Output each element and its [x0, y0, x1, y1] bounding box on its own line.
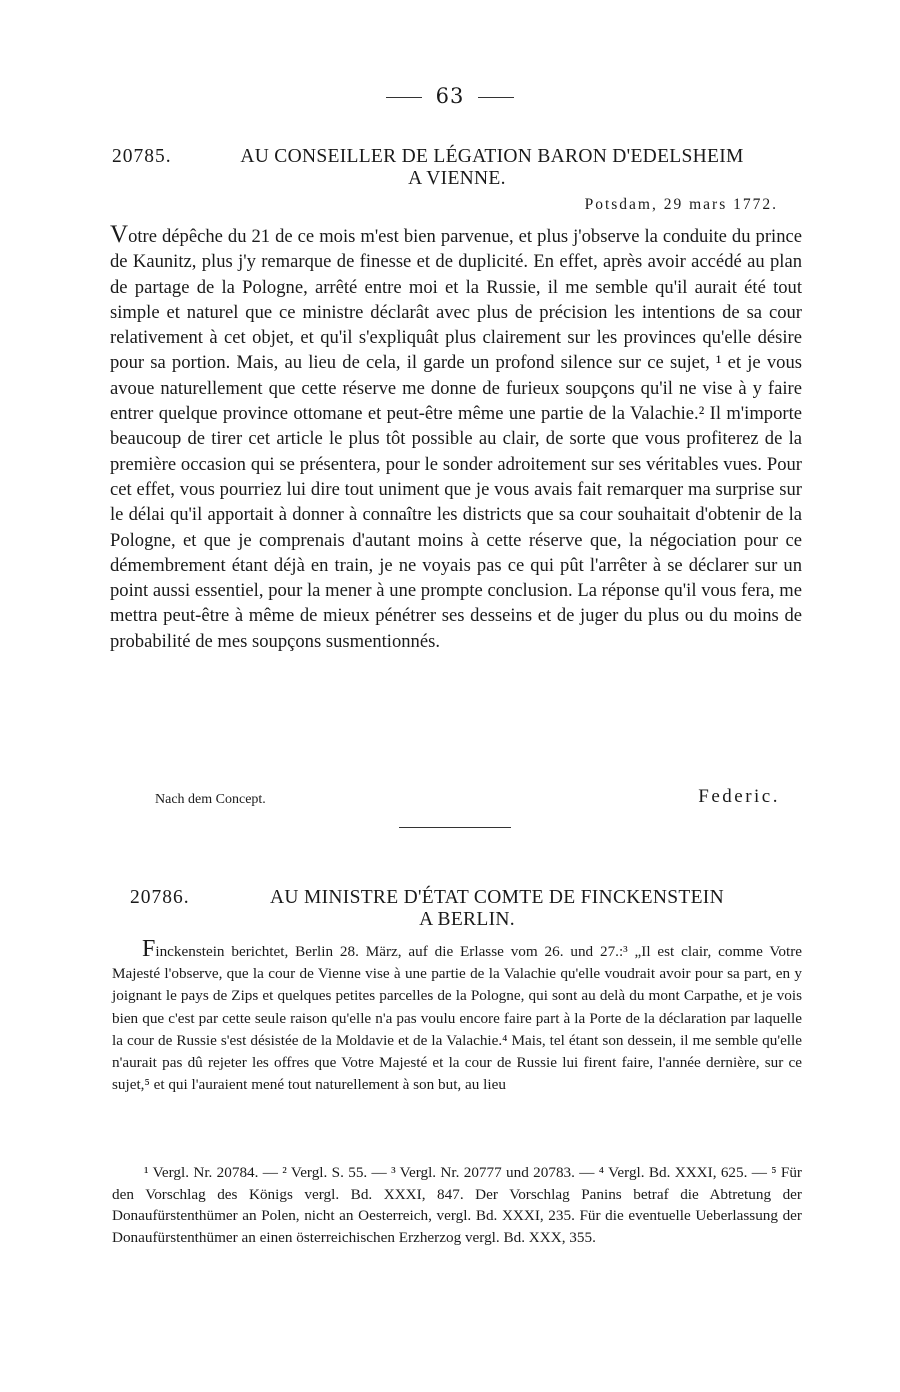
page-number [0, 84, 900, 108]
drop-initial: V [110, 221, 129, 248]
letter-number-2: 20786. [130, 887, 190, 908]
report-body [112, 938, 802, 1096]
letter-recipient-2-line1: AU MINISTRE D'ÉTAT COMTE DE FINCKENSTEIN [270, 887, 724, 908]
section-divider [399, 827, 511, 828]
letter-recipient-line2: A VIENNE. [408, 168, 506, 189]
letter-body [110, 222, 802, 654]
signature: Federic. [698, 786, 780, 807]
page-number-value: 63 [435, 84, 465, 108]
report-body-text: inckenstein berichtet, Berlin 28. März, auf die Erlasse vom 26. und 27.:³ „Il est clair, comme Votre Majesté l'observe, que la cour de Vienne vise à une partie de la Valachie qu'elle voudrait avoir pour sa part, en y joignant le pays de Zips et quelques petites parcelles de la Pologne, qui sont au delà du mont Carpathe, et je vois bien que c'est par cette seule raison qu'elle n'a pas voulu encore faire part à la Porte de la déclaration par laquelle la cour de Russie s'est désistée de la Moldavie et de la Valachie.⁴ Mais, tel étant son dessein, il me semble qu'elle n'aurait pas dû rejeter les offres que Votre Majesté et la cour de Russie lui firent faire, l'année dernière, sur ce sujet,⁵ et qui l'auraient mené tout naturellement à son but, au lieu [112, 943, 802, 1094]
dateline: Potsdam, 29 mars 1772. [584, 196, 778, 213]
letter-recipient-2-line2: A BERLIN. [419, 909, 515, 930]
footnotes [112, 1162, 802, 1248]
footnotes-text: ¹ Vergl. Nr. 20784. — ² Vergl. S. 55. — ³ Vergl. Nr. 20777 und 20783. — ⁴ Vergl. Bd. XXXI, 625. — ⁵ Für den Vorschlag des Königs vergl. Bd. XXXI, 847. Der Vorschlag Panins betraf die Abtretung der Donaufürstenthümer an Polen, nicht an Oesterreich, vergl. Bd. XXXI, 235. Für die eventuelle Ueberlassung der Donaufürstenthümer an einen österreichischen Erzherzog vergl. Bd. XXX, 355. [112, 1164, 802, 1246]
letter-body-text: otre dépêche du 21 de ce mois m'est bien parvenue, et plus j'observe la conduite du prince de Kaunitz, plus j'y remarque de finesse et de duplicité. En effet, après avoir accédé au plan de partage de la Pologne, arrêté entre moi et la Russie, il me semble qu'il aurait été tout simple et naturel que ce ministre déclarât avec plus de précision les intentions de sa cour relativement à cet objet, et qu'il s'expliquât plus clairement sur les provinces qu'elle désire pour sa portion. Mais, au lieu de cela, il garde un profond silence sur ce sujet, ¹ et je vous avoue naturellement que cette réserve me donne de furieux soupçons qu'il ne vise à y faire entrer quelque province ottomane et peut-être même une partie de la Valachie.² Il m'importe beaucoup de tirer cet article le plus tôt possible au clair, de sorte que vous profiterez de la première occasion qui se présentera, pour le sonder adroitement sur ses véritables vues. Pour cet effet, vous pourriez lui dire tout uniment que je vous avais fait remarquer ma surprise sur le délai qu'il apportait à donner à connaître les districts que sa cour souhaitait d'obtenir de la Pologne, et que je comprenais d'autant moins à cette réserve que, la négociation pour ce démembrement étant déjà en train, je ne voyais pas ce qui pût l'arrêter à se déclarer sur un point aussi essentiel, pour la mener à une prompte conclusion. La réponse qu'il vous fera, me mettra peut-être à même de mieux pénétrer ses desseins et de juger du plus ou du moins de probabilité de mes soupçons susmentionnés. [110, 226, 802, 652]
letter-number: 20785. [112, 146, 172, 167]
source-note: Nach dem Concept. [155, 792, 266, 807]
letter-heading [112, 146, 802, 190]
letter-recipient-line1: AU CONSEILLER DE LÉGATION BARON D'EDELSHEIM [240, 146, 744, 167]
drop-initial-2: F [142, 936, 156, 962]
signature-row [155, 786, 780, 810]
letter-heading-2 [112, 887, 802, 931]
page-number-dash-left [386, 97, 422, 98]
page-number-dash-right [478, 97, 514, 98]
